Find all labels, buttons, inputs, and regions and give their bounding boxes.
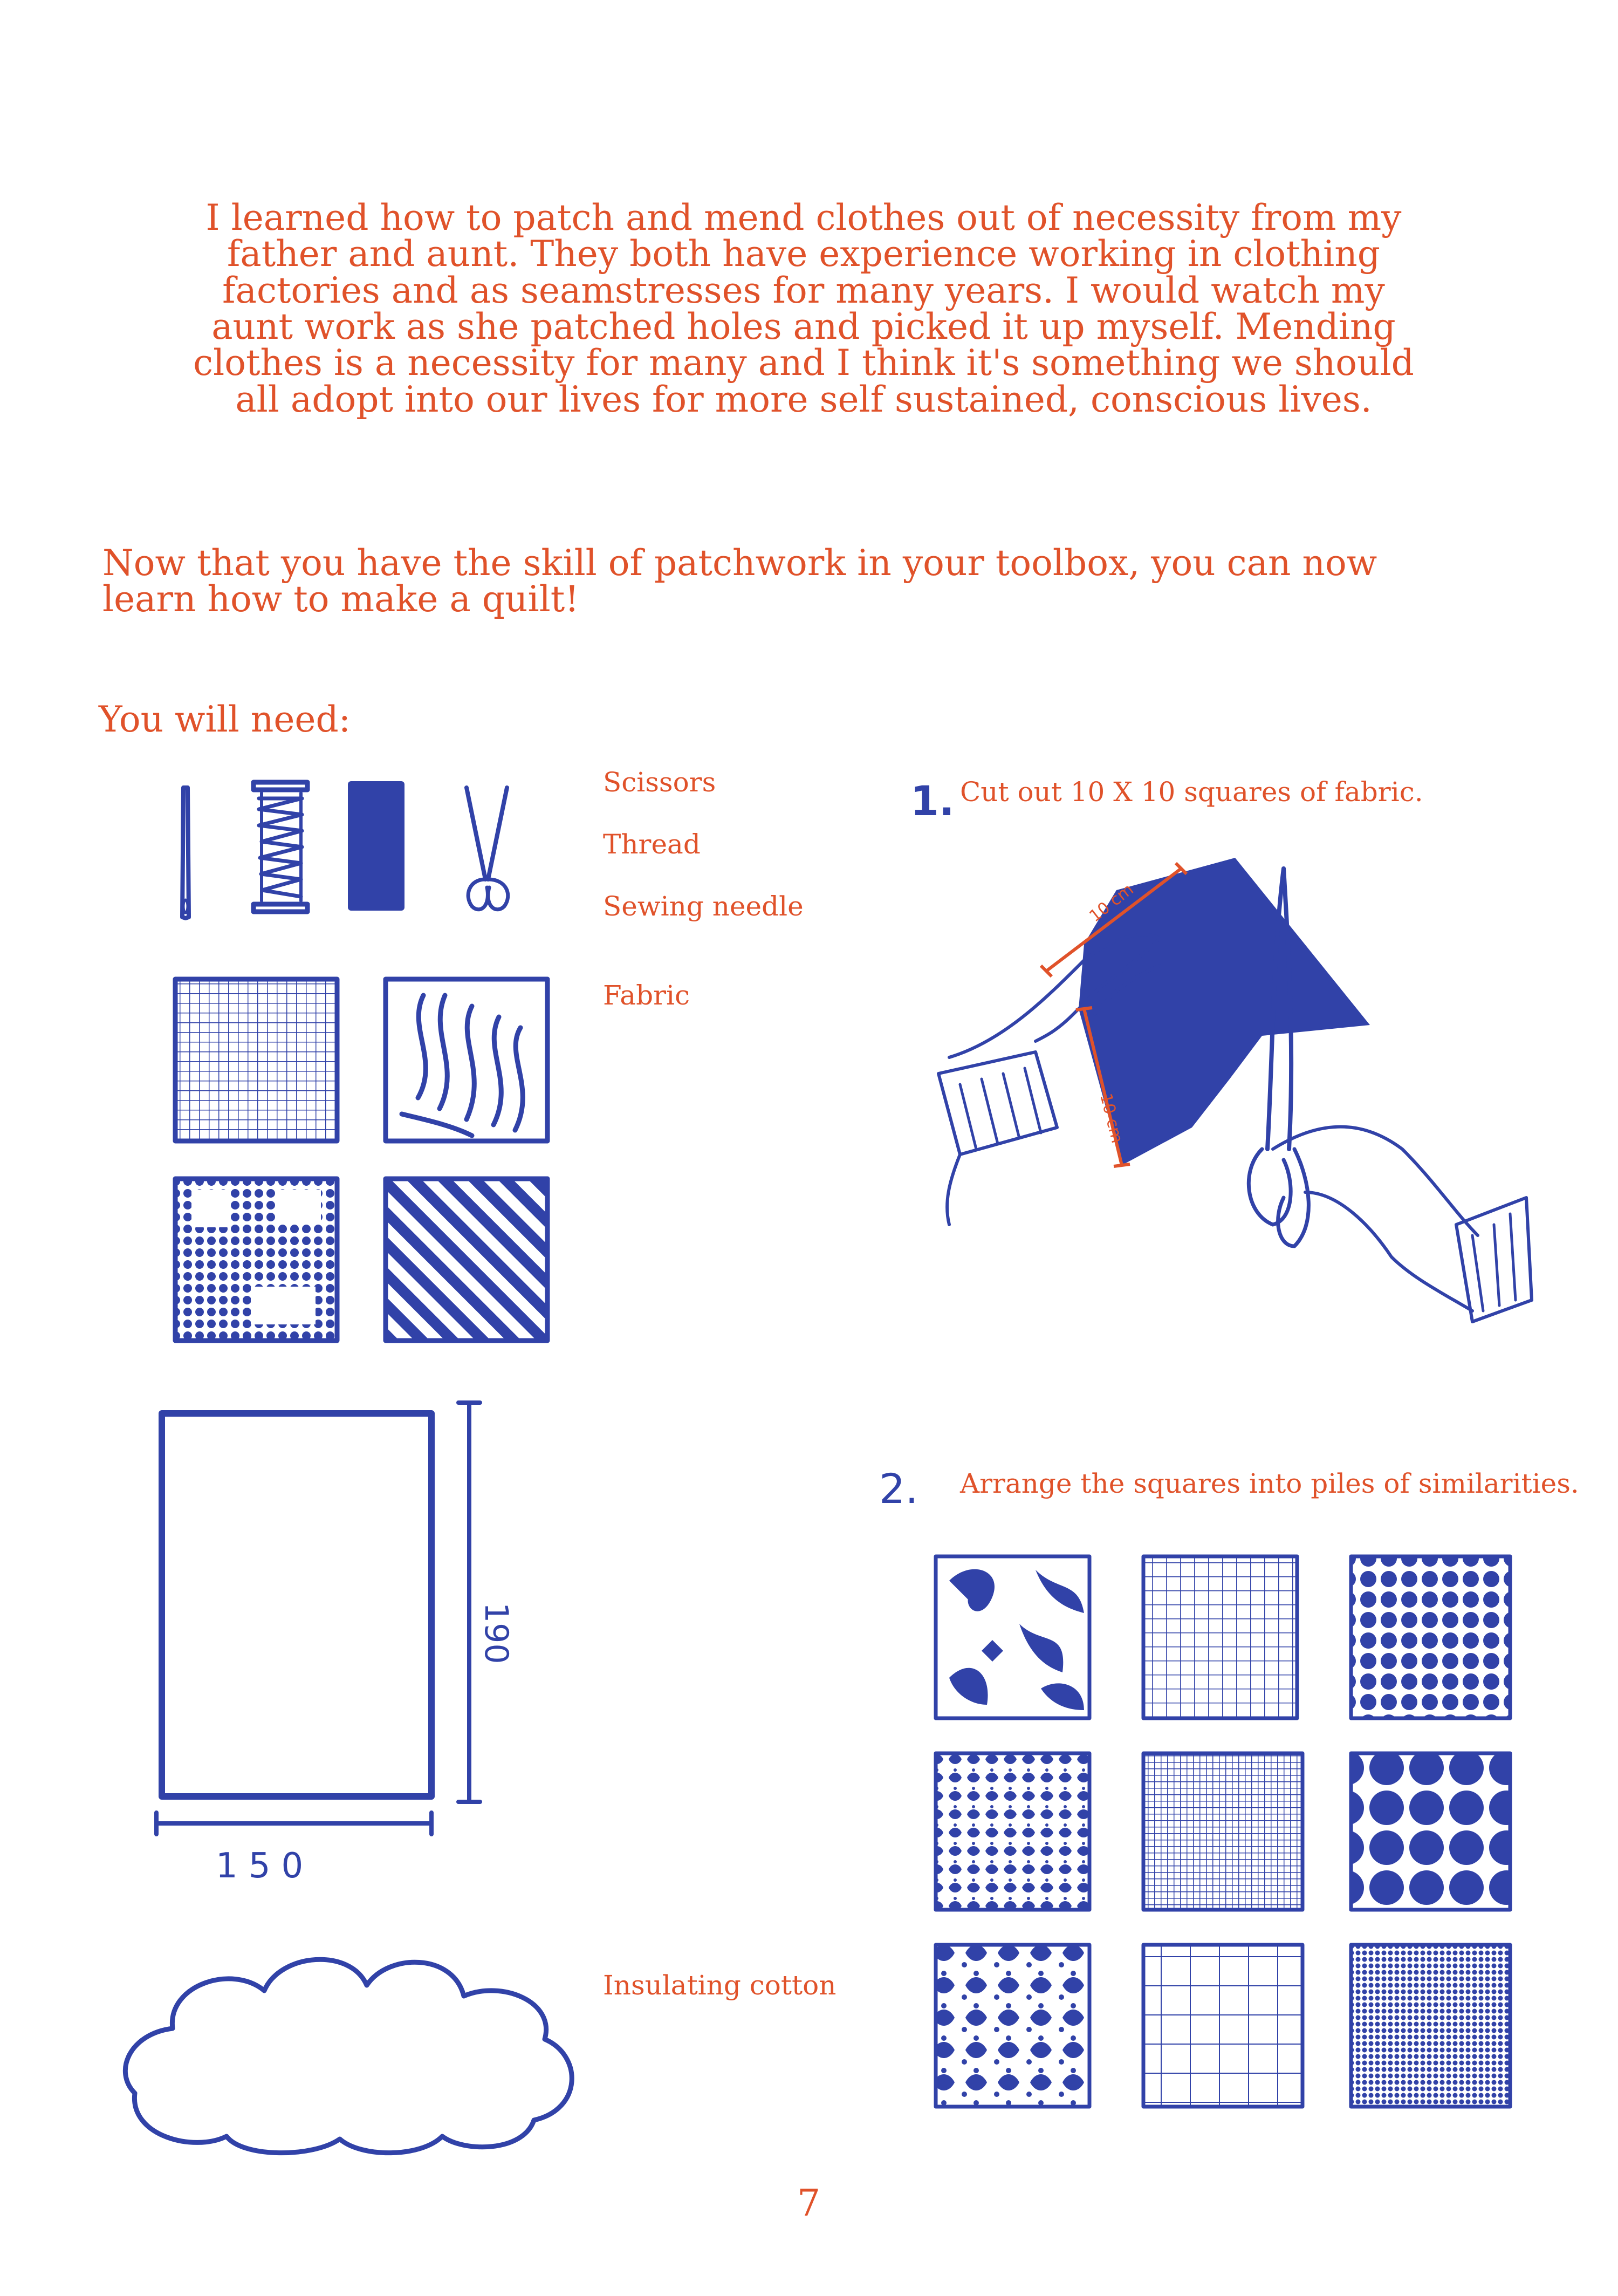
right-hand-icon: [1273, 1127, 1532, 1322]
fabric-label: Fabric: [603, 980, 690, 1011]
square-dots-large: [1351, 1753, 1510, 1910]
square-floral-large: [936, 1556, 1089, 1718]
fabric-swatches: [170, 974, 558, 1351]
needle-icon: [182, 788, 189, 918]
square-floral-small: [936, 1753, 1089, 1910]
square-width-label: 10 cm: [1086, 880, 1137, 926]
thread-icon: [253, 782, 307, 912]
patchwork-sentence: Now that you have the skill of patchwork in your toolbox, you can now learn how to make a quilt!: [102, 542, 1377, 620]
fabric-swatch-dots: [175, 1179, 337, 1341]
fabric-swatch-grid: [175, 979, 337, 1141]
square-grid-large: [1143, 1945, 1302, 2107]
square-dots-tiny: [1351, 1945, 1510, 2107]
square-height-label: 10 cm: [1096, 1091, 1127, 1145]
scissors-label: Scissors: [603, 767, 716, 798]
insulating-cotton-cloud: [108, 1931, 604, 2158]
fabric-swatch-stripes: [386, 1179, 547, 1341]
step-2-number: 2.: [879, 1465, 918, 1513]
quilt-width-label: 150: [216, 1846, 314, 1886]
square-dots-medium: [1351, 1556, 1510, 1718]
square-grid-medium: [1143, 1556, 1297, 1718]
sorted-squares-grid: [928, 1548, 1521, 2120]
page-number: 7: [797, 2182, 821, 2225]
step-2-text: Arrange the squares into piles of similarities.: [960, 1468, 1579, 1499]
cutting-fabric-illustration: [938, 847, 1532, 1386]
thread-label: Thread: [603, 829, 701, 860]
tools-illustration: [162, 777, 539, 939]
intro-paragraph: I learned how to patch and mend clothes out of necessity from my father and aunt. They both have experience working in clothing factories and as seamstresses for many years. I would watch my aunt work as she patched holes and picked it up myself. Mending clothes is a necessity for many and I think it's something we should all adopt into our lives for more self sustained, conscious lives.: [193, 197, 1414, 420]
you-will-need-heading: You will need:: [99, 699, 351, 740]
scissors-icon: [467, 788, 508, 910]
step-1-text: Cut out 10 X 10 squares of fabric.: [960, 776, 1423, 808]
needle-label: Sewing needle: [603, 891, 804, 922]
quilt-dimension-diagram: [151, 1397, 515, 1894]
square-floral-medium: [936, 1945, 1089, 2107]
fabric-swatch-waves: [386, 979, 547, 1141]
quilt-height-label: 190: [477, 1602, 515, 1664]
step-1-number: 1.: [910, 777, 955, 825]
cotton-label: Insulating cotton: [603, 1970, 837, 2001]
spool-icon: [348, 781, 404, 911]
square-grid-fine: [1143, 1753, 1302, 1910]
